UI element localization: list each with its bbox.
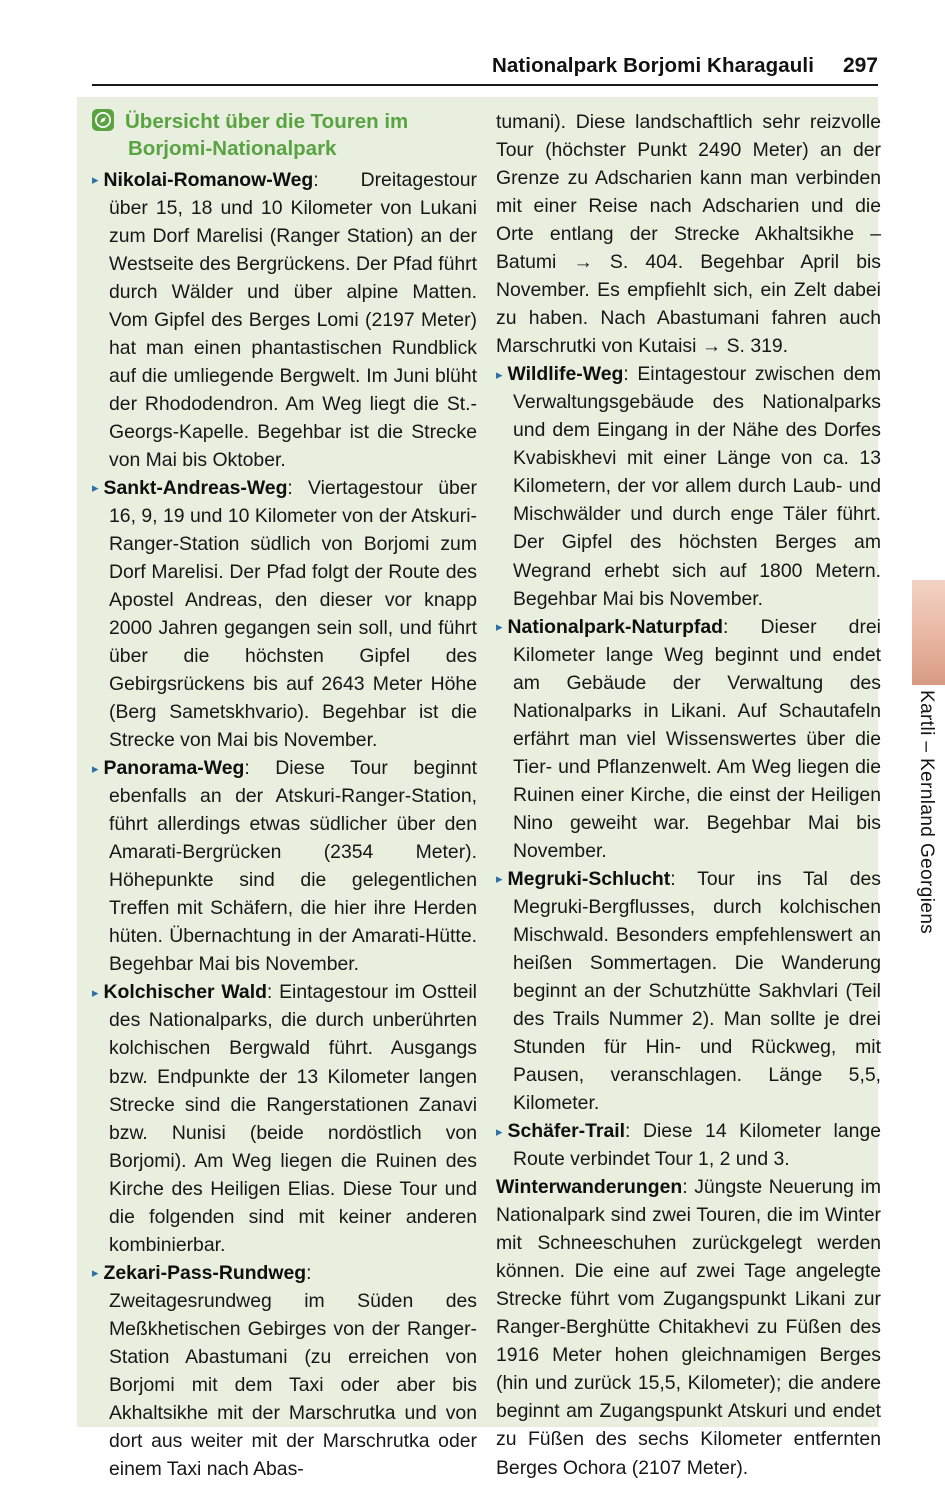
tour-description: Viertagestour über 16, 9, 19 und 10 Kilometer von der Atskuri-Ranger-Station südlich von Borjomi zum Dorf Marelisi. Der Pfad folgt der Route des Apostel Andreas, den dieser vor knapp 2000 Jahren gegangen sein soll, und führt über die höchsten Gipfel des Gebirgsrückens bis auf 2643 Meter Höhe (Berg Sametskhvario). Begehbar ist die Strecke von Mai bis November. bbox=[109, 476, 477, 752]
bullet-icon: ▸ bbox=[92, 760, 99, 776]
tour-entry bbox=[496, 1173, 881, 1481]
tour-name: Zekari-Pass-Rundweg bbox=[103, 1261, 307, 1284]
page-number: 297 bbox=[842, 54, 878, 77]
tour-separator: : bbox=[723, 615, 761, 638]
tour-name: Sankt-Andreas-Weg bbox=[103, 476, 288, 499]
tour-description: Tour ins Tal des Megruki-Bergflusses, durch kolchischen Mischwald. Besonders empfehlenswert an heißen Sommertagen. Die Wanderung beginnt an der Schutzhütte Sakhvlari (Teil des Trails Nummer 2). Man sollte je drei Stunden für Hin- und Rückweg, mit Pausen, veranschlagen. Länge 5,5, Kilometer. bbox=[513, 867, 881, 1115]
tour-separator: : bbox=[313, 168, 361, 191]
tour-description: Dreitagestour über 15, 18 und 10 Kilometer von Lukani zum Dorf Marelisi (Ranger Station) an der Westseite des Bergrückens. Der Pfad führt durch Wälder und über alpine Matten. Vom Gipfel des Berges Lomi (2197 Meter) hat man einen phantastischen Rundblick auf die umliegende Bergwelt. Im Juni blüht der Rhododendron. Am Weg liegt die St.-Georgs-Kapelle. Begehbar ist die Strecke von Mai bis Oktober. bbox=[109, 168, 477, 471]
column-right bbox=[496, 108, 881, 1479]
tour-entry bbox=[92, 166, 477, 474]
tour-entry bbox=[496, 360, 881, 612]
tour-name: Nikolai-Romanow-Weg bbox=[103, 168, 314, 191]
tour-description: Eintagestour im Ostteil des Nationalparks, die durch unberührten kolchischen Bergwald führt. Ausgangs bzw. Endpunkte der 13 Kilometer langen Strecke sind die Rangerstationen Zanavi bzw. Nunisi (beide nordöstlich von Borjomi). Am Weg liegen die Ruinen des Kirche des Heiligen Elias. Diese Tour und die folgenden sind mit keiner anderen kombinierbar. bbox=[109, 981, 477, 1256]
bullet-icon: ▸ bbox=[496, 871, 503, 887]
tour-separator: : bbox=[306, 1261, 312, 1284]
tour-separator: : bbox=[670, 867, 698, 890]
tour-separator: : bbox=[266, 981, 280, 1004]
thumb-index-tab bbox=[912, 580, 945, 685]
section-heading-line2: Borjomi-Nationalpark bbox=[128, 137, 337, 161]
bullet-icon: ▸ bbox=[496, 1123, 503, 1139]
tour-entry bbox=[92, 754, 477, 978]
tour-description: Zweitagesrundweg im Süden des Meßkhetischen Gebirges von der Ranger-Station Abastumani (zu erreichen von Borjomi mit dem Taxi oder aber bis Akhaltsikhe mit der Marschrutka und von dort aus weiter mit der Marschrutka oder einem Taxi nach Abas- bbox=[109, 1289, 477, 1480]
tour-separator: : bbox=[244, 757, 276, 780]
two-column-layout bbox=[92, 108, 881, 1480]
bullet-icon: ▸ bbox=[92, 984, 99, 1000]
tour-description: Diese Tour beginnt ebenfalls an der Atskuri-Ranger-Station, führt allerdings etwas südlicher über den Amarati-Bergrücken (2354 Meter). Höhepunkte sind die gelegentlichen Treffen mit Schäfern, die hier ihre Herden hüten. Übernachtung in der Amarati-Hütte. Begehbar Mai bis November. bbox=[109, 757, 477, 976]
tour-separator: : bbox=[682, 1176, 695, 1199]
tour-separator: : bbox=[287, 476, 309, 499]
bullet-icon: ▸ bbox=[496, 366, 503, 382]
tour-description: Jüngste Neuerung im Nationalpark sind zwei Touren, die im Winter mit Schneeschuhen zurückgelegt werden können. Die eine auf zwei Tage angelegte Strecke führt vom Zugangspunkt Likani zur Ranger-Berghütte Chitakhevi zu Füßen des 1916 Meter hohen gleichnamigen Berges (hin und zurück 15,5, Kilometer); die andere beginnt am Zugangspunkt Atskuri und endet zu Füßen des sechs Kilometer entfernten Berges Ochora (2107 Meter). bbox=[496, 1176, 881, 1479]
compass-leaf-icon bbox=[92, 109, 114, 131]
tour-name: Kolchischer Wald bbox=[103, 981, 267, 1004]
tour-name: Wildlife-Weg bbox=[507, 363, 624, 386]
chapter-side-label-text: Kartli – Kernland Georgiens bbox=[916, 690, 937, 935]
tour-entry bbox=[496, 865, 881, 1117]
tour-description: Eintagestour zwischen dem Verwaltungsgebäude des Nationalparks und dem Eingang in der Nähe des Dorfes Kvabiskhevi mit einer Länge von ca. 13 Kilometern, der vor allem durch Laub- und Mischwälder und durch enge Täler führt. Der Gipfel des höchsten Berges am Wegrand erhebt sich auf 1800 Metern. Begehbar Mai bis November. bbox=[513, 363, 881, 610]
column-left bbox=[92, 108, 477, 1480]
running-head bbox=[92, 44, 878, 86]
bullet-icon: ▸ bbox=[92, 480, 99, 496]
section-heading-line1: Übersicht über die Touren im bbox=[125, 110, 409, 133]
tour-description-continued: tumani). Diese landschaftlich sehr reizvolle Tour (höchster Punkt 2490 Meter) an der Grenze zu Adscharien kann man verbinden mit einer Reise nach Adscharien und die Orte entlang der Strecke Akhaltsikhe – Batumi → S. 404. Begehbar April bis November. Es empfiehlt sich, ein Zelt dabei zu haben. Nach Abastumani fahren auch Marschrutki von Kutaisi → S. 319. bbox=[496, 111, 881, 358]
tour-entry bbox=[92, 978, 477, 1258]
tour-name: Nationalpark-Naturpfad bbox=[507, 615, 724, 638]
tour-description: Dieser drei Kilometer lange Weg beginnt und endet am Gebäude der Verwaltung des Nationalparks in Likani. Auf Schautafeln erfährt man viel Wissenswertes über die Tier- und Pflanzenwelt. Am Weg liegen die Ruinen einer Kirche, die einst der Heiligen Nino geweiht war. Begehbar Mai bis November. bbox=[513, 615, 881, 862]
bullet-icon: ▸ bbox=[92, 172, 99, 187]
tour-description: Diese 14 Kilometer lange Route verbindet Tour 1, 2 und 3. bbox=[513, 1120, 881, 1171]
tour-name: Megruki-Schlucht bbox=[507, 867, 671, 890]
section-heading bbox=[92, 108, 477, 163]
tour-separator: : bbox=[625, 1120, 643, 1143]
tour-entry-continuation bbox=[496, 108, 881, 360]
bullet-icon: ▸ bbox=[496, 619, 503, 635]
tour-separator: : bbox=[623, 363, 638, 386]
tour-name: Panorama-Weg bbox=[103, 757, 245, 780]
tour-name: Winterwanderungen bbox=[496, 1176, 683, 1199]
bullet-icon: ▸ bbox=[92, 1265, 99, 1281]
chapter-side-label bbox=[911, 690, 941, 1020]
running-head-title: Nationalpark Borjomi Kharagauli bbox=[491, 54, 814, 77]
tour-entry bbox=[92, 474, 477, 754]
tour-entry bbox=[496, 613, 881, 865]
tour-entry bbox=[92, 1259, 477, 1483]
tour-name: Schäfer-Trail bbox=[507, 1120, 626, 1143]
tour-entry bbox=[496, 1117, 881, 1173]
header-divider bbox=[92, 84, 878, 86]
